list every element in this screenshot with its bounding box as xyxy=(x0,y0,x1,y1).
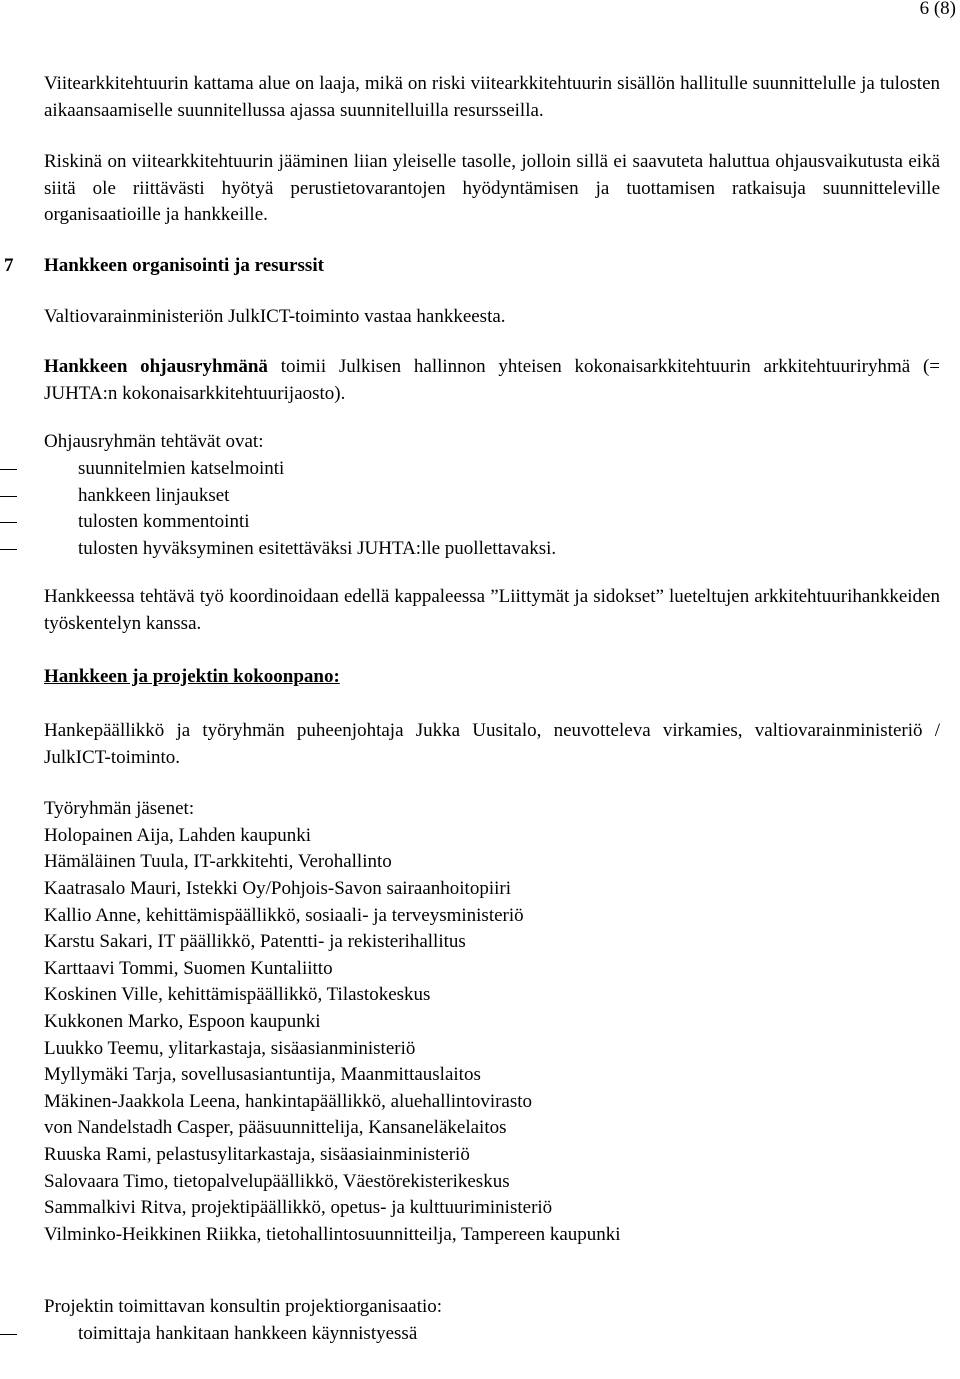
list-item: suunnitelmien katselmointi xyxy=(0,456,940,483)
list-item: Salovaara Timo, tietopalvelupäällikkö, Väestörekisterikeskus xyxy=(44,1170,510,1192)
tasks-intro: Ohjausryhmän tehtävät ovat: xyxy=(44,431,264,453)
members-intro: Työryhmän jäsenet: xyxy=(44,798,195,820)
list-item: Koskinen Ville, kehittämispäällikkö, Tilastokeskus xyxy=(44,984,431,1006)
tasks-list xyxy=(44,456,940,562)
steering-rest: toimii Julkisen hallinnon yhteisen kokonaisarkkitehtuurin arkkitehtuuriryhmä (= JUHTA:n kokonaisarkkitehtuurijaosto). xyxy=(44,356,940,404)
paragraph-general-risk: Riskinä on viitearkkitehtuurin jääminen liian yleiselle tasolle, jolloin sillä ei saavuteta haluttua ohjausvaikutusta eikä siitä ole riittävästi hyötyä perustietovarantojen hyödyntämisen ja tuottamisen ratkaisuja suunnitteleville organisaatioille ja hankkeille. xyxy=(44,151,940,226)
list-item: hankkeen linjaukset xyxy=(0,483,940,510)
list-item: Sammalkivi Ritva, projektipäällikkö, opetus- ja kulttuuriministeriö xyxy=(44,1197,553,1219)
list-item: tulosten kommentointi xyxy=(0,509,940,536)
list-item: Karstu Sakari, IT päällikkö, Patentti- ja rekisterihallitus xyxy=(44,931,466,953)
list-item: Mäkinen-Jaakkola Leena, hankintapäällikkö, aluehallintovirasto xyxy=(44,1090,533,1112)
page-number: 6 (8) xyxy=(919,0,956,19)
document-body xyxy=(4,71,940,1348)
list-item: Ruuska Rami, pelastusylitarkastaja, sisäasiainministeriö xyxy=(44,1144,470,1165)
steering-bold-lead: Hankkeen ohjausryhmänä xyxy=(44,356,268,378)
steering-paragraph xyxy=(44,354,940,407)
list-item: tulosten hyväksyminen esitettäväksi JUHTA:lle puollettavaksi. xyxy=(0,536,940,563)
list-item: Kaatrasalo Mauri, Istekki Oy/Pohjois-Savon sairaanhoitopiiri xyxy=(44,878,511,900)
consultant-intro: Projektin toimittavan konsultin projektiorganisaatio: xyxy=(44,1296,443,1318)
list-item: von Nandelstadh Casper, pääsuunnittelija, Kansaneläkelaitos xyxy=(44,1117,507,1139)
paragraph-scope-risk: Viitearkkitehtuurin kattama alue on laaja, mikä on riski viitearkkitehtuurin sisällön hallitulle suunnittelulle ja tulosten aikaansaamiselle suunnitellussa ajassa suunnitelluilla resursseilla. xyxy=(44,73,940,121)
list-item: Vilminko-Heikkinen Riikka, tietohallintosuunnitteilja, Tampereen kaupunki xyxy=(44,1223,621,1245)
list-item: toimittaja hankitaan hankkeen käynnistyessä xyxy=(0,1321,940,1348)
section-title: Hankkeen organisointi ja resurssit xyxy=(44,254,324,276)
section-heading xyxy=(4,253,940,280)
list-item: Karttaavi Tommi, Suomen Kuntaliitto xyxy=(44,957,333,979)
list-item: Hämäläinen Tuula, IT-arkkitehti, Verohallinto xyxy=(44,851,392,873)
list-item: Kallio Anne, kehittämispäällikkö, sosiaali- ja terveysministeriö xyxy=(44,904,524,926)
composition-heading: Hankkeen ja projektin kokoonpano: xyxy=(44,665,340,687)
list-item: Myllymäki Tarja, sovellusasiantuntija, Maanmittauslaitos xyxy=(44,1064,481,1086)
list-item: Kukkonen Marko, Espoon kaupunki xyxy=(44,1011,321,1033)
list-item: Luukko Teemu, ylitarkastaja, sisäasianministeriö xyxy=(44,1037,416,1059)
responsible-paragraph: Valtiovarainministeriön JulkICT-toiminto vastaa hankkeesta. xyxy=(44,305,506,327)
list-item: Holopainen Aija, Lahden kaupunki xyxy=(44,824,311,846)
section-number: 7 xyxy=(4,254,14,276)
consultant-list xyxy=(44,1321,940,1348)
coordination-paragraph: Hankkeessa tehtävä työ koordinoidaan edellä kappaleessa ”Liittymät ja sidokset” lueteltujen arkkitehtuurihankkeiden työskentelyn kanssa. xyxy=(44,586,940,634)
project-lead-paragraph: Hankepäällikkö ja työryhmän puheenjohtaja Jukka Uusitalo, neuvotteleva virkamies, valtiovarainministeriö / JulkICT-toiminto. xyxy=(44,720,940,768)
members-list xyxy=(44,823,940,1249)
